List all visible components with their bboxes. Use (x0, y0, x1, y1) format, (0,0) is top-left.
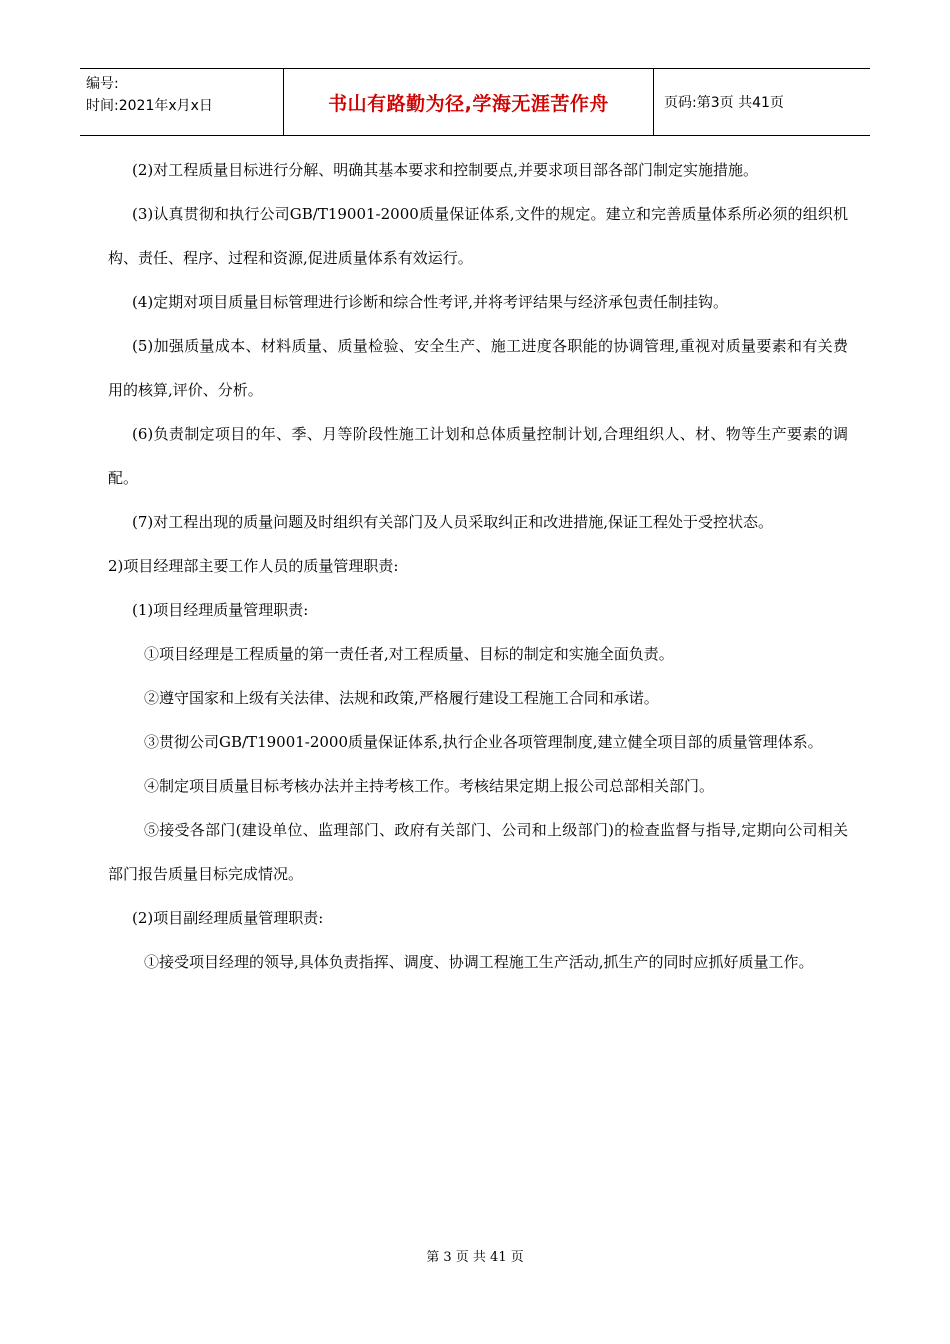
sub-heading: (2)项目副经理质量管理职责: (132, 909, 324, 927)
header-left-cell (80, 69, 284, 135)
page-label: 页码:第3页 共41页 (664, 95, 784, 111)
code-label: 编号: (86, 76, 119, 92)
paragraph: (2)对工程质量目标进行分解、明确其基本要求和控制要点,并要求项目部各部门制定实施措施。 (132, 161, 759, 179)
paragraph: (3)认真贯彻和执行公司GB/T19001-2000质量保证体系,文件的规定。建立和完善质量体系所必须的组织机构、责任、程序、过程和资源,促进质量体系有效运行。 (108, 205, 848, 267)
list-item: ①接受项目经理的领导,具体负责指挥、调度、协调工程施工生产活动,抓生产的同时应抓好质量工作。 (144, 953, 814, 971)
list-item: ①项目经理是工程质量的第一责任者,对工程质量、目标的制定和实施全面负责。 (144, 645, 674, 663)
section-heading: 2)项目经理部主要工作人员的质量管理职责: (108, 557, 399, 575)
header-motto-cell (284, 69, 654, 135)
motto-text: 书山有路勤为径,学海无涯苦作舟 (328, 92, 609, 115)
footer-page-number: 第 3 页 共 41 页 (426, 1250, 524, 1265)
paragraph: (4)定期对项目质量目标管理进行诊断和综合性考评,并将考评结果与经济承包责任制挂钩。 (132, 293, 729, 311)
sub-heading: (1)项目经理质量管理职责: (132, 601, 309, 619)
list-item: ⑤接受各部门(建设单位、监理部门、政府有关部门、公司和上级部门)的检查监督与指导,定期向公司相关部门报告质量目标完成情况。 (108, 821, 848, 883)
list-item: ②遵守国家和上级有关法律、法规和政策,严格履行建设工程施工合同和承诺。 (144, 689, 659, 707)
paragraph: (5)加强质量成本、材料质量、质量检验、安全生产、施工进度各职能的协调管理,重视对质量要素和有关费用的核算,评价、分析。 (108, 337, 848, 399)
date-label: 时间:2021年x月x日 (86, 98, 213, 114)
page-footer (0, 1246, 950, 1265)
header-table (80, 68, 870, 136)
header-page-cell (654, 69, 870, 135)
list-item: ③贯彻公司GB/T19001-2000质量保证体系,执行企业各项管理制度,建立健全项目部的质量管理体系。 (144, 733, 823, 751)
list-item: ④制定项目质量目标考核办法并主持考核工作。考核结果定期上报公司总部相关部门。 (144, 777, 715, 795)
document-body (108, 148, 848, 984)
paragraph: (6)负责制定项目的年、季、月等阶段性施工计划和总体质量控制计划,合理组织人、材、物等生产要素的调配。 (108, 425, 848, 487)
paragraph: (7)对工程出现的质量问题及时组织有关部门及人员采取纠正和改进措施,保证工程处于受控状态。 (132, 513, 774, 531)
